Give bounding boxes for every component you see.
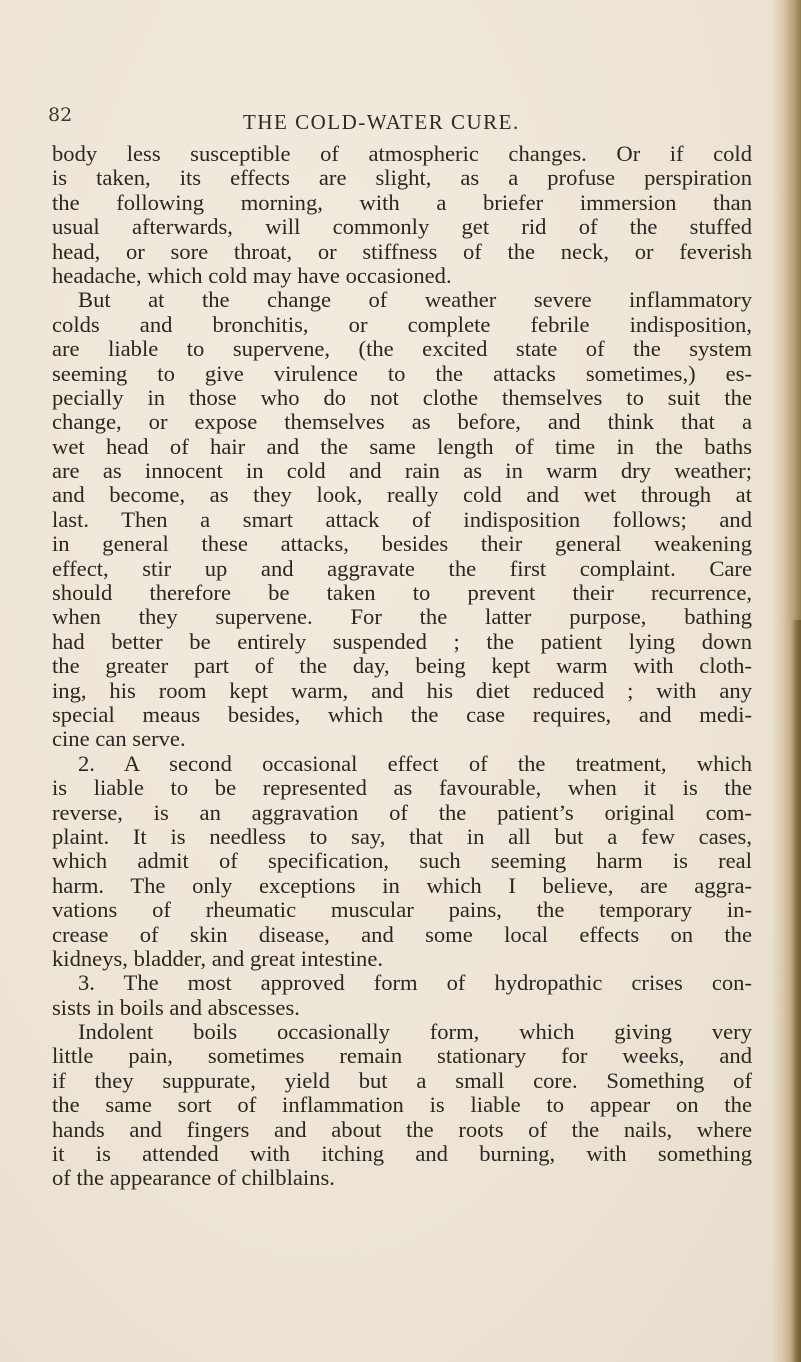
text-line: crease of skin disease, and some local effects on the <box>52 921 752 947</box>
page-number: 82 <box>48 104 73 126</box>
text-line: the greater part of the day, being kept warm with cloth- <box>52 653 752 679</box>
text-line: in general these attacks, besides their general weakening <box>52 531 752 557</box>
text-line: when they supervene. For the latter purpose, bathing <box>52 604 752 630</box>
body-text <box>52 142 752 1191</box>
text-line: Indolent boils occasionally form, which giving very <box>78 1019 752 1045</box>
text-line: little pain, sometimes remain stationary for weeks, and <box>52 1043 752 1069</box>
running-title: THE COLD-WATER CURE. <box>243 110 520 134</box>
text-line: usual afterwards, will commonly get rid of the stuffed <box>52 214 752 240</box>
text-line: seeming to give virulence to the attacks sometimes,) es- <box>52 360 752 386</box>
text-line: ing, his room kept warm, and his diet reduced ; with any <box>52 677 752 703</box>
text-line: head, or sore throat, or stiffness of the neck, or feverish <box>52 238 752 264</box>
text-line: if they suppurate, yield but a small core. Something of <box>52 1067 752 1093</box>
text-line: 2. A second occasional effect of the treatment, which <box>78 750 752 776</box>
text-line: plaint. It is needless to say, that in all but a few cases, <box>52 823 752 849</box>
text-line: kidneys, bladder, and great intestine. <box>52 945 383 971</box>
text-line: the following morning, with a briefer immersion than <box>52 189 752 215</box>
text-line: special meaus besides, which the case requires, and medi- <box>52 701 752 727</box>
text-line: cine can serve. <box>52 726 186 752</box>
text-line: last. Then a smart attack of indisposition follows; and <box>52 506 752 532</box>
text-line: are liable to supervene, (the excited state of the system <box>52 336 752 362</box>
text-line: is liable to be represented as favourable, when it is the <box>52 775 752 801</box>
text-line: 3. The most approved form of hydropathic crises con- <box>78 970 752 996</box>
text-line: is taken, its effects are slight, as a profuse perspiration <box>52 165 752 191</box>
text-line: wet head of hair and the same length of time in the baths <box>52 433 752 459</box>
text-line: which admit of specification, such seeming harm is real <box>52 848 752 874</box>
text-line: headache, which cold may have occasioned. <box>52 262 452 288</box>
page-header <box>40 106 780 136</box>
text-line: the same sort of inflammation is liable to appear on the <box>52 1092 752 1118</box>
text-line: change, or expose themselves as before, and think that a <box>52 409 752 435</box>
text-line: and become, as they look, really cold and wet through at <box>52 482 752 508</box>
text-line: reverse, is an aggravation of the patient’s original com- <box>52 799 752 825</box>
text-line: hands and fingers and about the roots of the nails, where <box>52 1116 752 1142</box>
page-edge-dark-shadow <box>791 620 801 1362</box>
text-line: body less susceptible of atmospheric changes. Or if cold <box>52 141 752 166</box>
text-line: pecially in those who do not clothe themselves to suit the <box>52 384 752 410</box>
text-line: colds and bronchitis, or complete febrile indisposition, <box>52 311 752 337</box>
text-line: harm. The only exceptions in which I believe, are aggra- <box>52 872 752 898</box>
text-line: had better be entirely suspended ; the patient lying down <box>52 628 752 654</box>
text-line: But at the change of weather severe inflammatory <box>78 287 752 313</box>
text-line: it is attended with itching and burning, with something <box>52 1141 752 1167</box>
text-line: effect, stir up and aggravate the first complaint. Care <box>52 555 752 581</box>
text-line: sists in boils and abscesses. <box>52 994 300 1020</box>
text-line: vations of rheumatic muscular pains, the temporary in- <box>52 897 752 923</box>
text-line: should therefore be taken to prevent their recurrence, <box>52 580 752 606</box>
text-line: are as innocent in cold and rain as in warm dry weather; <box>52 458 752 484</box>
text-line: of the appearance of chilblains. <box>52 1165 335 1191</box>
